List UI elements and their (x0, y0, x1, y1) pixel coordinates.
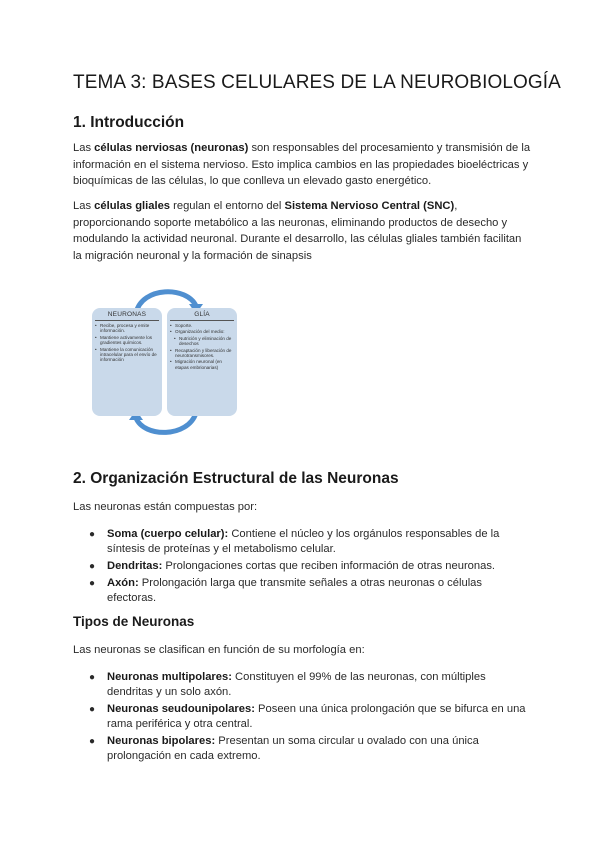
bold-term: Dendritas: (107, 560, 163, 572)
list-item-multipolares (73, 670, 533, 700)
bullet-icon: ● (89, 672, 96, 683)
list-item: • Soporte. (170, 323, 235, 328)
item-text: Contiene el núcleo y los orgánulos responsables de la síntesis de proteínas y el metabolismo celular. (107, 528, 500, 555)
bullet-icon: ● (89, 704, 96, 715)
list-item-dendritas (73, 559, 533, 574)
neuronas-box-header: NEURONAS (107, 311, 147, 318)
section-heading-introduccion: 1. Introducción (73, 114, 185, 131)
list-item: • Mantiene activamente los gradientes químicos. (95, 335, 160, 346)
paragraph-glia (73, 198, 533, 264)
paragraph-composicion: Las neuronas están compuestas por: (73, 501, 258, 513)
paragraph-neuronas (73, 140, 533, 190)
list-item-soma (73, 527, 533, 557)
text-span: , proporcionando soporte metabólico a las neuronas, eliminando productos de desecho y modulando la actividad neuronal. Durante el desarrollo, las células gliales también facilitan la migración neuronal y la formación de sinapsis (73, 200, 522, 262)
list-item-axon (73, 576, 533, 606)
bullet-icon: ● (89, 529, 96, 540)
list-item-seudounipolares (73, 702, 533, 732)
text-span: Las (73, 200, 95, 212)
list-item: • Recibe, procesa y emite información. (95, 323, 160, 334)
bold-term: Sistema Nervioso Central (SNC) (284, 200, 455, 212)
document-title: TEMA 3: BASES CELULARES DE LA NEUROBIOLOGÍA (73, 72, 561, 93)
bullet-icon: ● (89, 578, 96, 589)
tipos-list (73, 670, 533, 766)
section-heading-organizacion: 2. Organización Estructural de las Neuronas (73, 470, 399, 487)
bold-term: Neuronas bipolares: (107, 735, 216, 747)
list-item: • Recaptación y liberación de neurotransmisores. (170, 348, 235, 359)
list-subitem: • Nutrición y eliminación de desechos (170, 336, 235, 347)
paragraph-clasificacion: Las neuronas se clasifican en función de su morfología en: (73, 644, 365, 656)
item-text: Constituyen el 99% de las neuronas, con múltiples dendritas y un solo axón. (107, 671, 486, 698)
item-text: Presentan un soma circular u ovalado con una única prolongación en cada extremo. (107, 735, 479, 762)
list-item: • Organización del medio: (170, 329, 235, 334)
glia-box (167, 308, 237, 416)
estructura-list (73, 527, 533, 608)
bold-term: células gliales (94, 200, 171, 212)
text-span: son responsables del procesamiento y transmisión de la información en el sistema nervioso. Esto implica cambios en las propiedades bioeléctricas y bioquímicas de las células, lo que conlleva un elevado gasto energético. (73, 142, 531, 187)
list-item: • Migración neuronal (en etapas embrionarias) (170, 359, 235, 370)
text-span: Las (73, 142, 95, 154)
subsection-heading-tipos: Tipos de Neuronas (73, 614, 195, 629)
divider (170, 320, 234, 321)
bullet-icon: ● (89, 736, 96, 747)
neurons-glia-diagram (92, 280, 240, 440)
bold-term: Neuronas seudounipolares: (107, 703, 255, 715)
list-item-bipolares (73, 734, 533, 764)
bold-term: Axón: (107, 577, 139, 589)
neuronas-list (92, 323, 162, 363)
list-item: • Mantiene la comunicación intracelular para el envío de información (95, 347, 160, 363)
bullet-icon: ● (89, 561, 96, 572)
bold-term: células nerviosas (neuronas) (94, 142, 249, 154)
bold-term: Soma (cuerpo celular): (107, 528, 229, 540)
glia-list (167, 323, 237, 370)
item-text: Prolongaciones cortas que reciben información de otras neuronas. (162, 560, 496, 572)
bold-term: Neuronas multipolares: (107, 671, 232, 683)
item-text: Poseen una única prolongación que se bifurca en una rama periférica y otra central. (107, 703, 526, 730)
text-span: regulan el entorno del (170, 200, 285, 212)
glia-box-header: GLÍA (194, 311, 210, 318)
divider (95, 320, 159, 321)
neuronas-box (92, 308, 162, 416)
item-text: Prolongación larga que transmite señales a otras neuronas o células efectoras. (107, 577, 482, 604)
